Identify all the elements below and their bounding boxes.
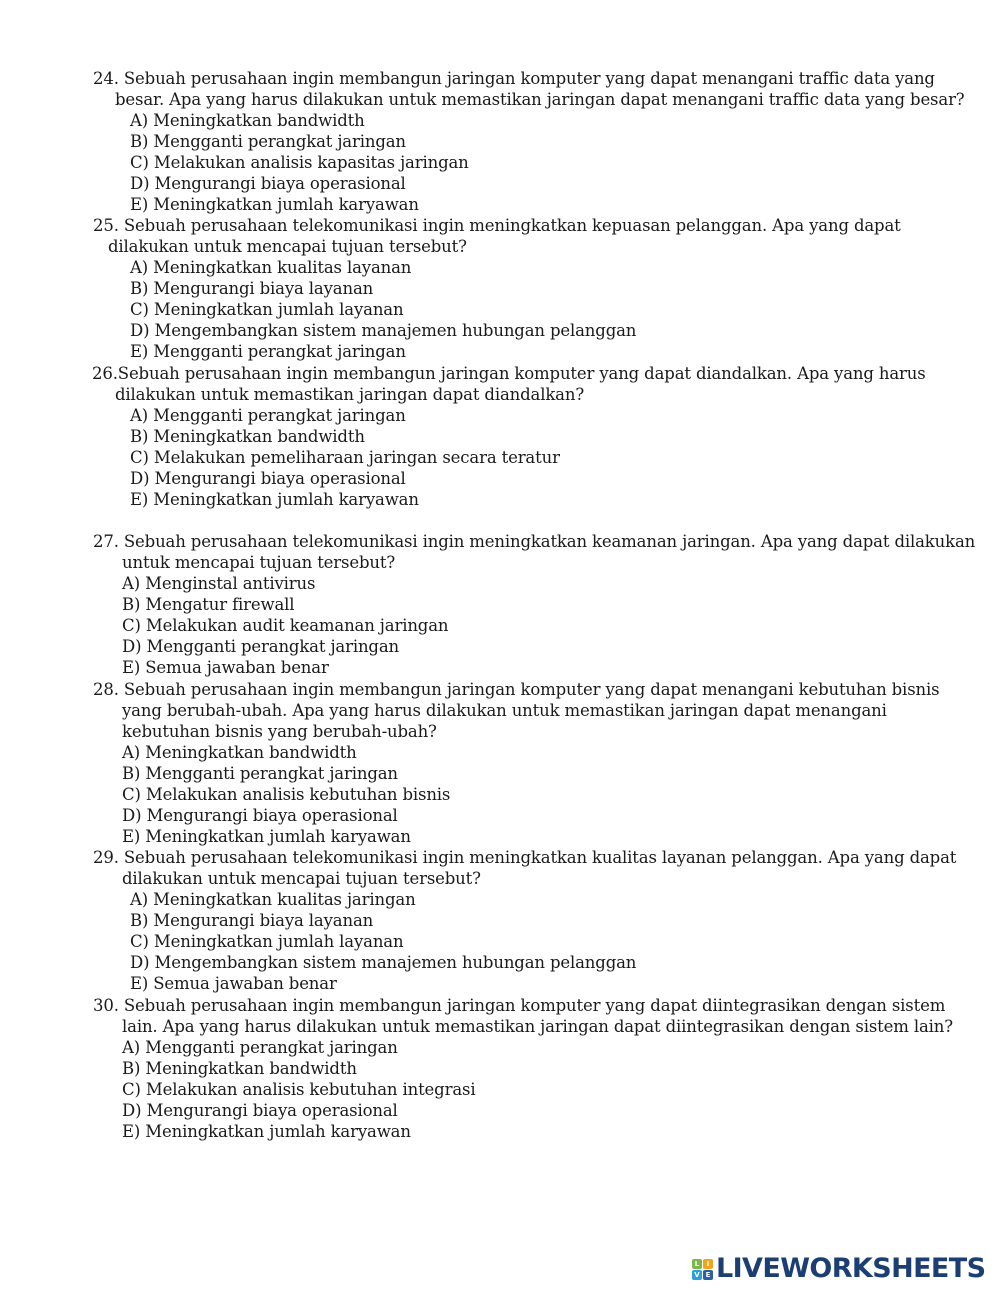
option-28-c: C) Melakukan analisis kebutuhan bisnis <box>122 785 451 804</box>
question-28-line-2: yang berubah-ubah. Apa yang harus dilakukan untuk memastikan jaringan dapat menangani <box>122 701 887 720</box>
logo-icon-v: V <box>692 1270 702 1280</box>
option-27-c: C) Melakukan audit keamanan jaringan <box>122 616 449 635</box>
option-29-d: D) Mengembangkan sistem manajemen hubungan pelanggan <box>130 953 637 972</box>
option-29-e: E) Semua jawaban benar <box>130 974 337 993</box>
option-24-c: C) Melakukan analisis kapasitas jaringan <box>130 153 469 172</box>
option-24-a: A) Meningkatkan bandwidth <box>130 111 365 130</box>
question-27-line-1: 27. Sebuah perusahaan telekomunikasi ingin meningkatkan keamanan jaringan. Apa yang dapat dilakukan <box>93 532 976 551</box>
option-26-c: C) Melakukan pemeliharaan jaringan secara teratur <box>130 448 560 467</box>
question-25-line-2: dilakukan untuk mencapai tujuan tersebut? <box>108 237 467 256</box>
option-26-b: B) Meningkatkan bandwidth <box>130 427 365 446</box>
option-27-a: A) Menginstal antivirus <box>122 574 316 593</box>
option-25-e: E) Mengganti perangkat jaringan <box>130 342 406 361</box>
question-26-line-1: 26.Sebuah perusahaan ingin membangun jaringan komputer yang dapat diandalkan. Apa yang harus <box>92 364 926 383</box>
option-28-e: E) Meningkatkan jumlah karyawan <box>122 827 411 846</box>
option-24-e: E) Meningkatkan jumlah karyawan <box>130 195 419 214</box>
question-25-line-1: 25. Sebuah perusahaan telekomunikasi ingin meningkatkan kepuasan pelanggan. Apa yang dapat <box>93 216 901 235</box>
option-28-b: B) Mengganti perangkat jaringan <box>122 764 398 783</box>
question-30-line-1: 30. Sebuah perusahaan ingin membangun jaringan komputer yang dapat diintegrasikan dengan sistem <box>93 996 946 1015</box>
question-27-line-2: untuk mencapai tujuan tersebut? <box>122 553 396 572</box>
option-27-b: B) Mengatur firewall <box>122 595 295 614</box>
option-25-c: C) Meningkatkan jumlah layanan <box>130 300 404 319</box>
liveworksheets-logo-icon <box>692 1259 713 1280</box>
option-24-d: D) Mengurangi biaya operasional <box>130 174 406 193</box>
option-27-d: D) Mengganti perangkat jaringan <box>122 637 400 656</box>
logo-icon-l: L <box>692 1259 702 1269</box>
question-28-line-3: kebutuhan bisnis yang berubah-ubah? <box>122 722 437 741</box>
option-25-a: A) Meningkatkan kualitas layanan <box>130 258 412 277</box>
option-27-e: E) Semua jawaban benar <box>122 658 329 677</box>
question-26-line-2: dilakukan untuk memastikan jaringan dapat diandalkan? <box>115 385 585 404</box>
question-24-line-2: besar. Apa yang harus dilakukan untuk memastikan jaringan dapat menangani traffic data yang besar? <box>115 90 965 109</box>
option-28-a: A) Meningkatkan bandwidth <box>122 743 357 762</box>
question-29-line-1: 29. Sebuah perusahaan telekomunikasi ingin meningkatkan kualitas layanan pelanggan. Apa yang dapat <box>93 848 957 867</box>
option-24-b: B) Mengganti perangkat jaringan <box>130 132 406 151</box>
option-30-c: C) Melakukan analisis kebutuhan integrasi <box>122 1080 476 1099</box>
question-29-line-2: dilakukan untuk mencapai tujuan tersebut? <box>122 869 481 888</box>
question-24-line-1: 24. Sebuah perusahaan ingin membangun jaringan komputer yang dapat menangani traffic data yang <box>93 69 935 88</box>
liveworksheets-logo <box>692 1254 985 1284</box>
option-25-d: D) Mengembangkan sistem manajemen hubungan pelanggan <box>130 321 637 340</box>
option-30-b: B) Meningkatkan bandwidth <box>122 1059 357 1078</box>
option-26-d: D) Mengurangi biaya operasional <box>130 469 406 488</box>
option-28-d: D) Mengurangi biaya operasional <box>122 806 398 825</box>
logo-icon-i: I <box>703 1259 713 1269</box>
question-30-line-2: lain. Apa yang harus dilakukan untuk memastikan jaringan dapat diintegrasikan dengan sistem lain? <box>122 1017 953 1036</box>
option-26-e: E) Meningkatkan jumlah karyawan <box>130 490 419 509</box>
option-29-c: C) Meningkatkan jumlah layanan <box>130 932 404 951</box>
logo-icon-e: E <box>703 1270 713 1280</box>
question-28-line-1: 28. Sebuah perusahaan ingin membangun jaringan komputer yang dapat menangani kebutuhan bisnis <box>93 680 940 699</box>
option-29-a: A) Meningkatkan kualitas jaringan <box>130 890 416 909</box>
option-29-b: B) Mengurangi biaya layanan <box>130 911 374 930</box>
option-30-e: E) Meningkatkan jumlah karyawan <box>122 1122 411 1141</box>
option-25-b: B) Mengurangi biaya layanan <box>130 279 374 298</box>
liveworksheets-logo-text: LIVEWORKSHEETS <box>716 1253 986 1284</box>
option-30-a: A) Mengganti perangkat jaringan <box>122 1038 398 1057</box>
option-30-d: D) Mengurangi biaya operasional <box>122 1101 398 1120</box>
option-26-a: A) Mengganti perangkat jaringan <box>130 406 406 425</box>
